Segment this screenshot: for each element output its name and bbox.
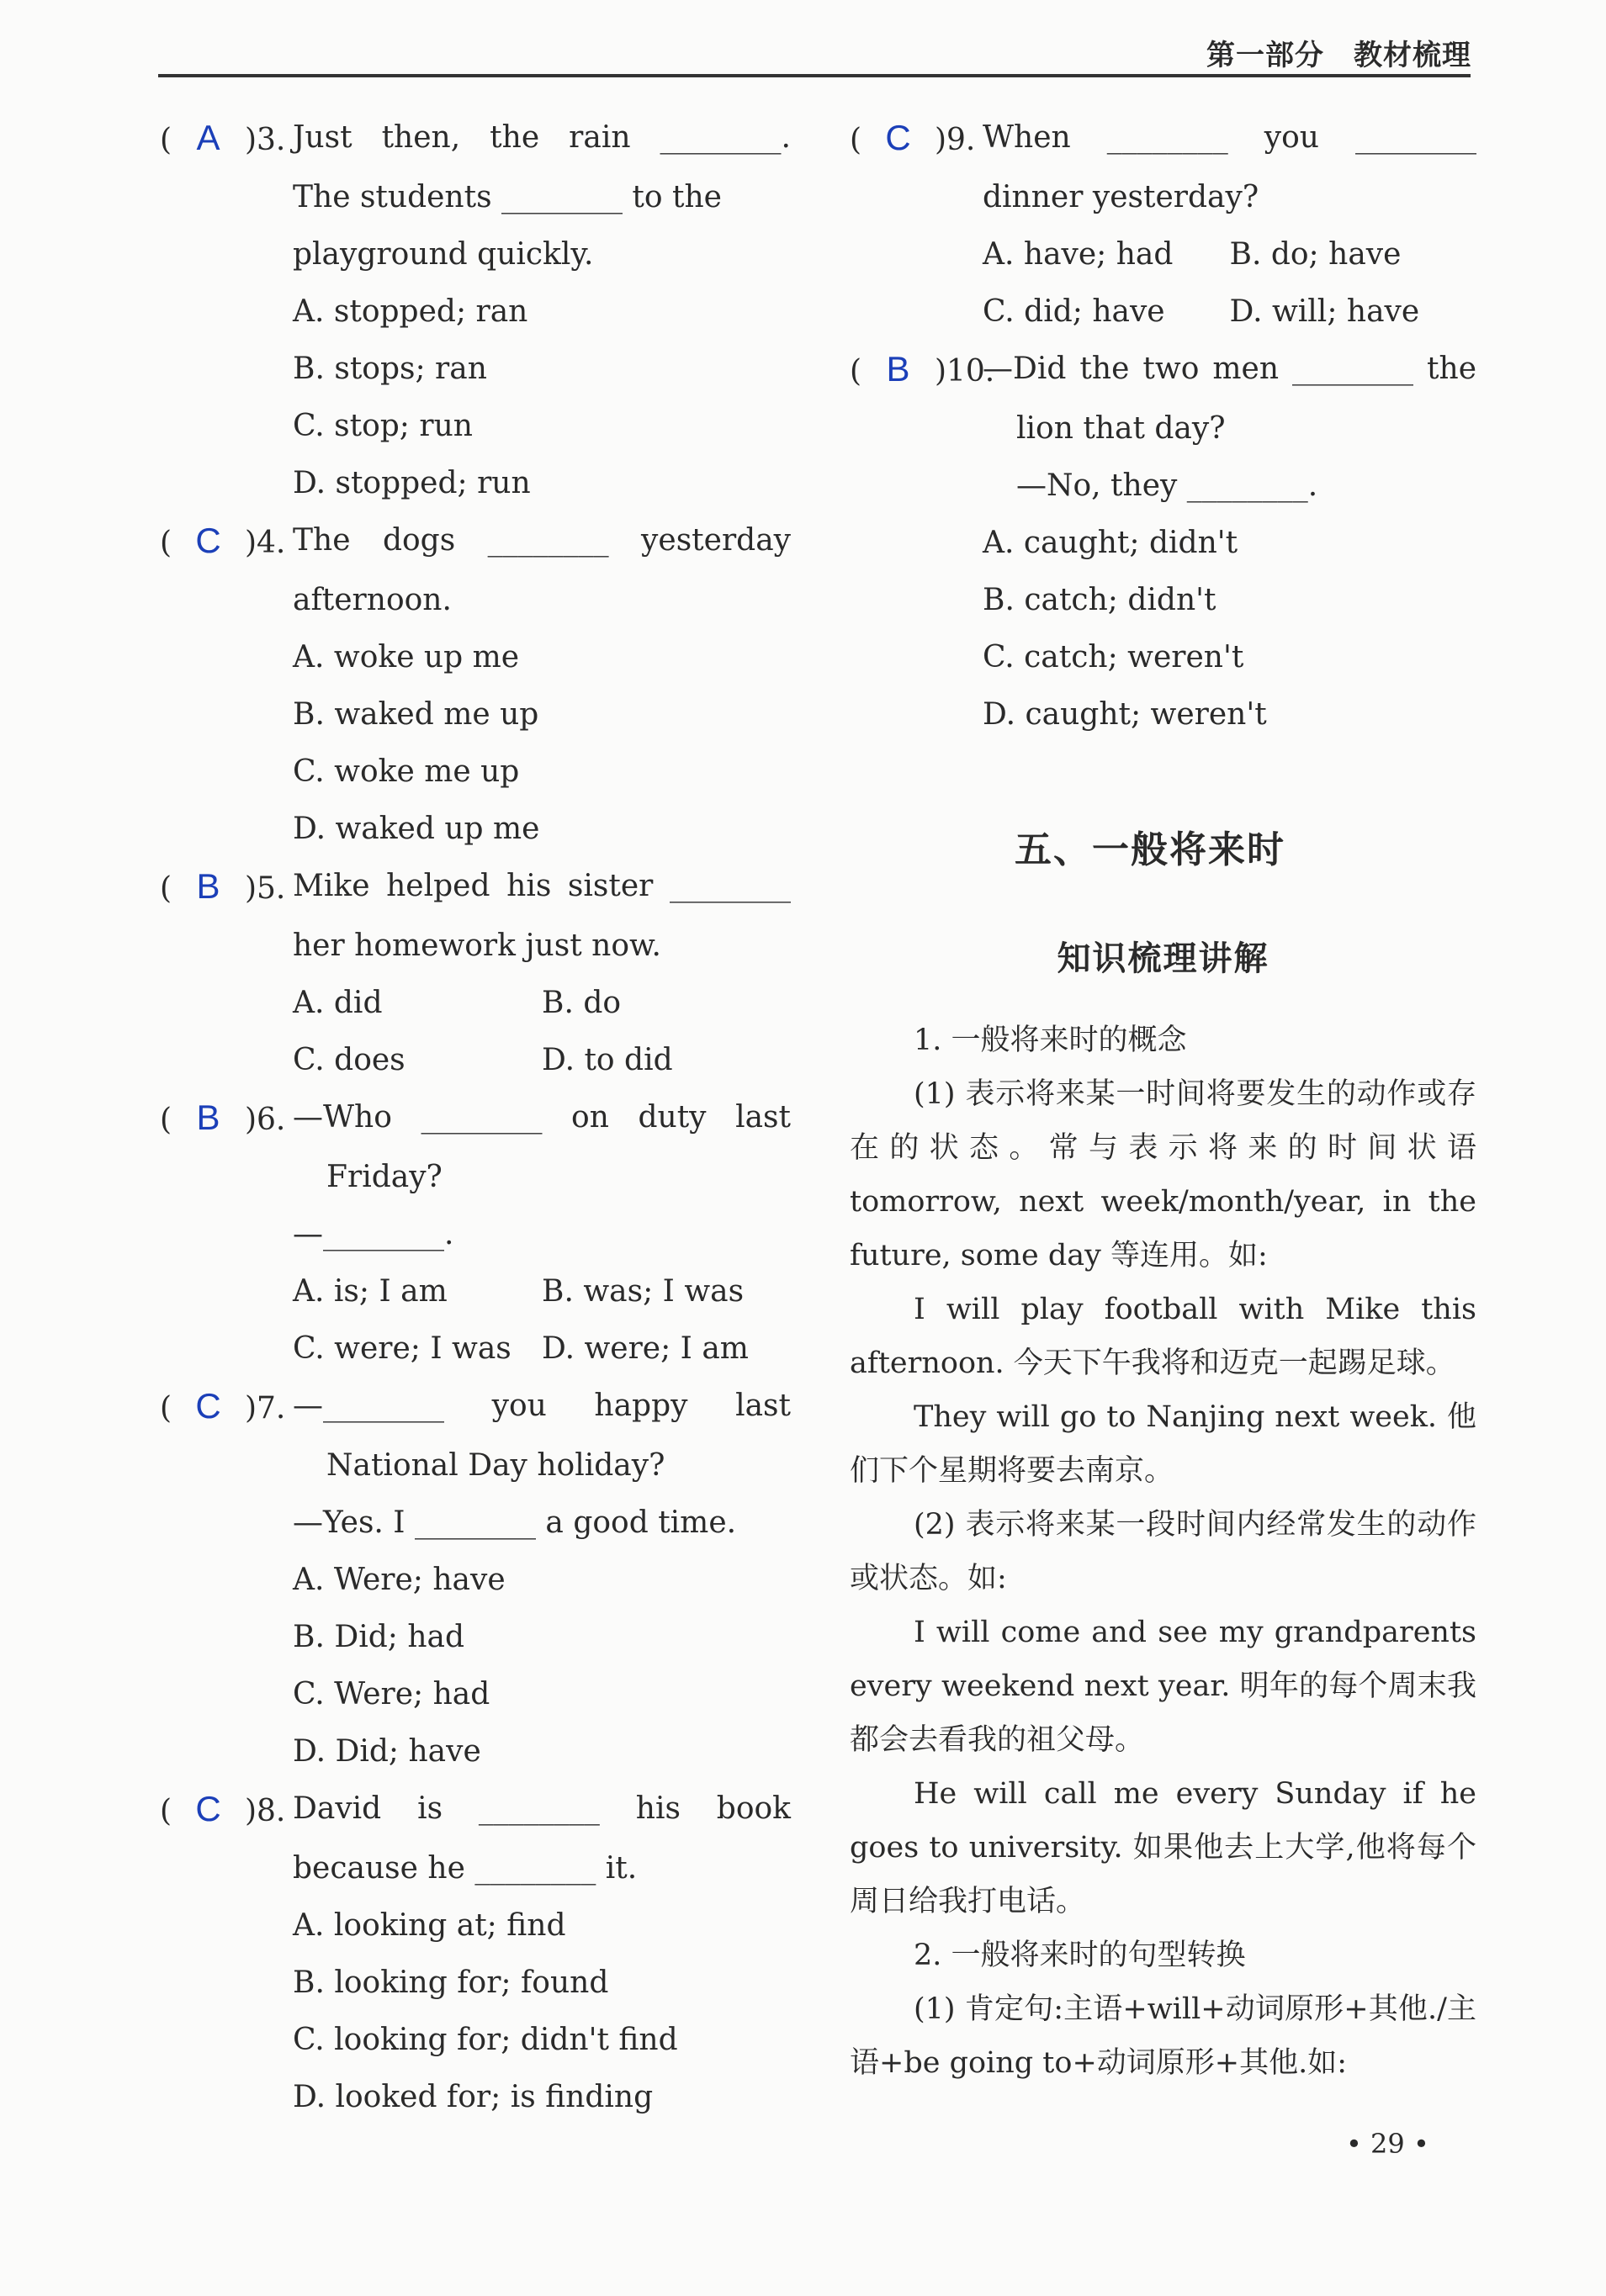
question-stem: David is ________ his book — [293, 1791, 791, 1826]
paragraph: 2. 一般将来时的句型转换 — [914, 1939, 1246, 1972]
answer-bracket: ( A )3. — [160, 109, 293, 169]
option-b: B. waked me up — [293, 697, 539, 732]
paragraph: I will come and see my grandparents every weekend next year. 明年的每个周末我都会去看我的祖父母。 — [850, 1616, 1476, 1757]
question-stem-line: National Day holiday? — [326, 1448, 665, 1483]
question-stem-line: afternoon. — [293, 583, 452, 617]
question-10 — [850, 341, 1476, 743]
question-9 — [850, 109, 1476, 341]
option-c: C. were; I was — [293, 1331, 511, 1366]
question-stem-line: her homework just now. — [293, 928, 661, 963]
answer-bracket: ( B )10. — [850, 341, 983, 400]
option-d: D. will; have — [1229, 294, 1420, 329]
answer-letter: A — [196, 118, 220, 157]
answer-letter: C — [195, 521, 221, 560]
answer-letter: C — [195, 1789, 221, 1828]
option-d: D. caught; weren't — [983, 697, 1267, 732]
option-c: C. does — [293, 1043, 405, 1077]
option-c: C. did; have — [983, 294, 1165, 329]
header-rule — [158, 74, 1471, 77]
option-a: A. did — [293, 986, 383, 1020]
answer-letter: C — [195, 1386, 221, 1426]
option-b: B. looking for; found — [293, 1965, 609, 2000]
question-head — [160, 512, 791, 572]
question-head — [160, 1780, 791, 1840]
question-head — [850, 109, 1476, 169]
question-head — [850, 341, 1476, 400]
right-questions — [850, 109, 1476, 743]
option-c: C. catch; weren't — [983, 640, 1244, 675]
answer-bracket: ( C )4. — [160, 512, 293, 572]
option-a: A. have; had — [983, 237, 1174, 272]
answer-bracket: ( B )5. — [160, 858, 293, 918]
option-d: D. Did; have — [293, 1734, 481, 1769]
question-head — [160, 1089, 791, 1149]
section-subtitle: 知识梳理讲解 — [1057, 939, 1269, 978]
option-d: D. stopped; run — [293, 466, 531, 500]
option-a: A. caught; didn't — [983, 526, 1238, 560]
question-stem-line: —No, they ________. — [1016, 468, 1318, 503]
option-d: D. waked up me — [293, 812, 540, 846]
page-number: • 29 • — [1346, 2128, 1429, 2160]
section-paragraphs — [850, 1013, 1476, 2090]
question-4 — [160, 512, 791, 858]
option-d: D. were; I am — [542, 1331, 749, 1366]
question-number: 9. — [946, 123, 976, 157]
question-stem-line: lion that day? — [1016, 411, 1226, 446]
question-stem-line: —________. — [293, 1217, 454, 1251]
answer-letter: B — [196, 866, 220, 906]
question-stem: The dogs ________ yesterday — [293, 523, 791, 558]
question-7 — [160, 1378, 791, 1780]
option-c: C. stop; run — [293, 409, 473, 443]
section-title: 五、一般将来时 — [1015, 828, 1285, 871]
option-a: A. looking at; find — [293, 1908, 566, 1943]
option-b: B. was; I was — [542, 1274, 745, 1309]
question-number: 5. — [257, 871, 286, 906]
option-b: B. Did; had — [293, 1620, 465, 1654]
right-column — [850, 109, 1476, 2090]
question-stem: Mike helped his sister ________ — [293, 869, 791, 903]
answer-bracket: ( B )6. — [160, 1089, 293, 1149]
answer-bracket: ( C )8. — [160, 1780, 293, 1840]
option-a: A. is; I am — [293, 1274, 448, 1309]
option-row — [293, 1032, 791, 1089]
option-c: C. woke me up — [293, 754, 520, 789]
option-row — [293, 975, 791, 1032]
option-b: B. do — [542, 986, 622, 1020]
answer-letter: B — [886, 349, 910, 389]
question-number: 7. — [257, 1391, 286, 1426]
question-stem: —Did the two men ________ the — [983, 352, 1476, 386]
answer-letter: C — [885, 118, 911, 157]
question-5 — [160, 858, 791, 1089]
option-c: C. looking for; didn't find — [293, 2023, 678, 2057]
question-stem: When ________ you ________ — [983, 120, 1476, 155]
question-number: 3. — [257, 123, 286, 157]
question-6 — [160, 1089, 791, 1378]
question-stem: Just then, the rain ________. — [293, 120, 791, 155]
question-stem: —________ you happy last — [293, 1389, 791, 1423]
option-row — [293, 1320, 791, 1378]
option-a: A. stopped; ran — [293, 294, 528, 329]
paragraph: (2) 表示将来某一段时间内经常发生的动作或状态。如: — [850, 1508, 1476, 1595]
question-number: 4. — [257, 526, 286, 560]
paragraph: (1) 表示将来某一时间将要发生的动作或存在的状态。常与表示将来的时间状语 tomorrow, next week/month/year, in the future, some day 等连用。如: — [850, 1077, 1476, 1272]
question-head — [160, 1378, 791, 1437]
option-b: B. catch; didn't — [983, 583, 1216, 617]
paragraph: I will play football with Mike this afternoon. 今天下午我将和迈克一起踢足球。 — [850, 1293, 1476, 1380]
header-title: 第一部分 教材梳理 — [1206, 39, 1471, 72]
question-stem-line: because he ________ it. — [293, 1851, 638, 1886]
question-number: 8. — [257, 1794, 286, 1828]
question-3 — [160, 109, 791, 512]
answer-letter: B — [196, 1098, 220, 1137]
paragraph: 1. 一般将来时的概念 — [914, 1024, 1187, 1057]
question-stem-line: playground quickly. — [293, 237, 594, 272]
question-head — [160, 858, 791, 918]
question-stem-line: The students ________ to the — [293, 180, 722, 214]
option-c: C. Were; had — [293, 1677, 490, 1711]
option-row — [293, 1263, 791, 1320]
option-row — [983, 226, 1476, 283]
option-row — [983, 283, 1476, 341]
paragraph: (1) 肯定句:主语+will+动词原形+其他./主语+be going to+动词原形+其他.如: — [850, 1992, 1476, 2080]
answer-bracket: ( C )9. — [850, 109, 983, 169]
question-head — [160, 109, 791, 169]
option-a: A. woke up me — [293, 640, 520, 675]
answer-bracket: ( C )7. — [160, 1378, 293, 1437]
paragraph: They will go to Nanjing next week. 他们下个星期将要去南京。 — [850, 1400, 1476, 1488]
question-stem-line: dinner yesterday? — [983, 180, 1259, 214]
question-stem: —Who ________ on duty last — [293, 1100, 791, 1135]
question-number: 6. — [257, 1103, 286, 1137]
left-column — [160, 109, 791, 2126]
option-d: D. to did — [542, 1043, 673, 1077]
question-number: 10. — [946, 354, 995, 389]
option-d: D. looked for; is finding — [293, 2080, 654, 2114]
option-b: B. do; have — [1229, 237, 1402, 272]
option-b: B. stops; ran — [293, 352, 487, 386]
question-8 — [160, 1780, 791, 2126]
question-stem-line: Friday? — [326, 1160, 443, 1194]
option-a: A. Were; have — [293, 1563, 506, 1597]
paragraph: He will call me every Sunday if he goes to university. 如果他去上大学,他将每个周日给我打电话。 — [850, 1777, 1476, 1918]
question-stem-line: —Yes. I ________ a good time. — [293, 1505, 737, 1540]
